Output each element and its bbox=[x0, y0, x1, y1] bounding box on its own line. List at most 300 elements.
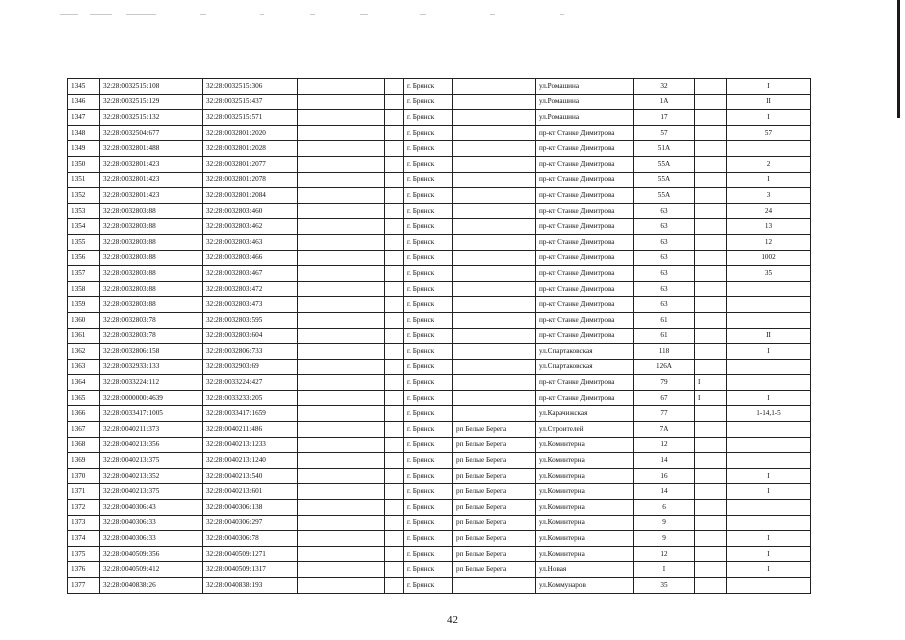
table-cell: г. Брянск bbox=[404, 359, 453, 375]
table-cell: 55А bbox=[634, 188, 695, 204]
table-cell: г. Брянск bbox=[404, 531, 453, 547]
table-cell: 1364 bbox=[68, 375, 100, 391]
table-cell: 32:28:0040838:26 bbox=[100, 578, 203, 594]
table-cell: 35 bbox=[727, 266, 811, 282]
table-cell: 1376 bbox=[68, 562, 100, 578]
table-cell bbox=[385, 79, 404, 95]
table-cell: 1348 bbox=[68, 125, 100, 141]
table-cell bbox=[695, 515, 727, 531]
table-cell: 32:28:0032933:133 bbox=[100, 359, 203, 375]
table-cell: 32:28:0032803:604 bbox=[203, 328, 298, 344]
table-cell: 1363 bbox=[68, 359, 100, 375]
table-cell bbox=[298, 406, 385, 422]
table-cell: 32:28:0040213:601 bbox=[203, 484, 298, 500]
table-cell: 32:28:0040509:1271 bbox=[203, 546, 298, 562]
table-cell bbox=[298, 375, 385, 391]
table-cell: г. Брянск bbox=[404, 141, 453, 157]
table-cell bbox=[453, 94, 536, 110]
table-cell: I bbox=[727, 531, 811, 547]
table-cell: ул.Коминтерна bbox=[536, 515, 634, 531]
table-cell: I bbox=[727, 172, 811, 188]
table-cell bbox=[385, 484, 404, 500]
table-cell: 1351 bbox=[68, 172, 100, 188]
table-cell: пр-кт Станке Димитрова bbox=[536, 328, 634, 344]
table-cell bbox=[298, 578, 385, 594]
table-cell: г. Брянск bbox=[404, 453, 453, 469]
table-cell: г. Брянск bbox=[404, 79, 453, 95]
table-cell: 32:28:0032806:158 bbox=[100, 344, 203, 360]
table-cell: г. Брянск bbox=[404, 94, 453, 110]
table-cell bbox=[385, 188, 404, 204]
table-cell bbox=[298, 219, 385, 235]
table-cell bbox=[385, 172, 404, 188]
table-cell: 32:28:0032801:2078 bbox=[203, 172, 298, 188]
table-cell bbox=[298, 468, 385, 484]
table-cell: рп Белые Берега bbox=[453, 453, 536, 469]
table-cell bbox=[385, 578, 404, 594]
table-cell: II bbox=[727, 328, 811, 344]
table-cell bbox=[385, 344, 404, 360]
table-cell: 14 bbox=[634, 484, 695, 500]
table-cell: г. Брянск bbox=[404, 172, 453, 188]
table-cell bbox=[298, 79, 385, 95]
table-cell: 2 bbox=[727, 156, 811, 172]
table-cell bbox=[298, 437, 385, 453]
table-cell: 61 bbox=[634, 328, 695, 344]
table-cell: 32:28:0032803:462 bbox=[203, 219, 298, 235]
table-cell bbox=[453, 141, 536, 157]
table-cell: рп Белые Берега bbox=[453, 422, 536, 438]
table-cell bbox=[385, 141, 404, 157]
table-cell bbox=[298, 344, 385, 360]
table-cell: I bbox=[634, 562, 695, 578]
table-cell: 1352 bbox=[68, 188, 100, 204]
table-cell bbox=[727, 500, 811, 516]
table-row bbox=[68, 250, 811, 266]
table-cell: г. Брянск bbox=[404, 422, 453, 438]
table-cell bbox=[385, 453, 404, 469]
table-cell bbox=[298, 94, 385, 110]
table-cell bbox=[727, 312, 811, 328]
registry-table bbox=[67, 78, 811, 594]
table-cell bbox=[695, 406, 727, 422]
table-cell bbox=[695, 344, 727, 360]
table-cell: 32:28:0040509:356 bbox=[100, 546, 203, 562]
table-cell bbox=[727, 281, 811, 297]
table-cell bbox=[727, 453, 811, 469]
table-cell bbox=[453, 328, 536, 344]
table-cell bbox=[298, 546, 385, 562]
table-cell bbox=[695, 79, 727, 95]
table-cell: г. Брянск bbox=[404, 188, 453, 204]
table-cell: 32:28:0040306:33 bbox=[100, 515, 203, 531]
table-cell: 63 bbox=[634, 234, 695, 250]
table-cell: 1345 bbox=[68, 79, 100, 95]
table-cell: г. Брянск bbox=[404, 344, 453, 360]
table-cell bbox=[298, 390, 385, 406]
table-cell: 17 bbox=[634, 110, 695, 126]
table-cell: 32:28:0040306:33 bbox=[100, 531, 203, 547]
table-cell: рп Белые Берега bbox=[453, 531, 536, 547]
table-cell: 1362 bbox=[68, 344, 100, 360]
table-cell: 14 bbox=[634, 453, 695, 469]
table-cell: 63 bbox=[634, 250, 695, 266]
table-cell bbox=[385, 297, 404, 313]
table-cell: 32:28:0032803:88 bbox=[100, 219, 203, 235]
table-cell bbox=[298, 156, 385, 172]
table-cell: г. Брянск bbox=[404, 203, 453, 219]
table-cell bbox=[695, 250, 727, 266]
table-cell: г. Брянск bbox=[404, 375, 453, 391]
table-cell: г. Брянск bbox=[404, 110, 453, 126]
table-cell bbox=[298, 422, 385, 438]
table-cell bbox=[453, 125, 536, 141]
table-cell: 32:28:0032515:437 bbox=[203, 94, 298, 110]
table-cell bbox=[298, 172, 385, 188]
table-cell bbox=[385, 562, 404, 578]
table-row bbox=[68, 281, 811, 297]
table-cell: 32:28:0032803:88 bbox=[100, 250, 203, 266]
table-cell bbox=[727, 437, 811, 453]
table-cell: пр-кт Станке Димитрова bbox=[536, 141, 634, 157]
table-cell: 1346 bbox=[68, 94, 100, 110]
table-cell: ул.Ромашина bbox=[536, 110, 634, 126]
table-cell: 57 bbox=[727, 125, 811, 141]
table-cell: 35 bbox=[634, 578, 695, 594]
table-cell: пр-кт Станке Димитрова bbox=[536, 219, 634, 235]
table-cell bbox=[453, 234, 536, 250]
table-cell bbox=[385, 500, 404, 516]
table-cell: 1366 bbox=[68, 406, 100, 422]
table-cell: ул.Новая bbox=[536, 562, 634, 578]
table-cell bbox=[453, 390, 536, 406]
table-row bbox=[68, 344, 811, 360]
table-cell: рп Белые Берега bbox=[453, 515, 536, 531]
table-cell: 32:28:0033233:205 bbox=[203, 390, 298, 406]
table-cell: I bbox=[727, 468, 811, 484]
table-cell bbox=[695, 422, 727, 438]
table-cell bbox=[298, 500, 385, 516]
table-cell: 1355 bbox=[68, 234, 100, 250]
table-cell: I bbox=[727, 390, 811, 406]
table-cell: 32:28:0040509:412 bbox=[100, 562, 203, 578]
table-cell bbox=[695, 125, 727, 141]
table-cell: 12 bbox=[634, 546, 695, 562]
table-cell: ул.Ромашина bbox=[536, 79, 634, 95]
table-row bbox=[68, 234, 811, 250]
table-cell: пр-кт Станке Димитрова bbox=[536, 281, 634, 297]
table-cell: 32:28:0033224:112 bbox=[100, 375, 203, 391]
table-row bbox=[68, 468, 811, 484]
table-cell: ул.Карачижская bbox=[536, 406, 634, 422]
table-cell: I bbox=[695, 375, 727, 391]
table-cell: 32:28:0040211:373 bbox=[100, 422, 203, 438]
table-row bbox=[68, 484, 811, 500]
table-cell: I bbox=[727, 562, 811, 578]
table-cell: 32:28:0032803:460 bbox=[203, 203, 298, 219]
table-cell bbox=[385, 422, 404, 438]
table-cell: 79 bbox=[634, 375, 695, 391]
table-cell: г. Брянск bbox=[404, 266, 453, 282]
table-cell bbox=[385, 515, 404, 531]
table-cell bbox=[453, 250, 536, 266]
table-cell: пр-кт Станке Димитрова bbox=[536, 172, 634, 188]
table-cell: 1370 bbox=[68, 468, 100, 484]
table-cell bbox=[695, 562, 727, 578]
table-cell: 1368 bbox=[68, 437, 100, 453]
table-cell: г. Брянск bbox=[404, 578, 453, 594]
table-cell: 1361 bbox=[68, 328, 100, 344]
table-cell: 1365 bbox=[68, 390, 100, 406]
table-cell: 32:28:0040213:375 bbox=[100, 484, 203, 500]
table-cell bbox=[695, 500, 727, 516]
table-cell: 32:28:0040509:1317 bbox=[203, 562, 298, 578]
scan-edge-rule bbox=[897, 0, 900, 118]
table-cell bbox=[298, 484, 385, 500]
table-cell bbox=[695, 312, 727, 328]
table-cell bbox=[453, 578, 536, 594]
table-cell: 1349 bbox=[68, 141, 100, 157]
table-cell: пр-кт Станке Димитрова bbox=[536, 125, 634, 141]
table-cell: г. Брянск bbox=[404, 281, 453, 297]
table-cell: рп Белые Берега bbox=[453, 468, 536, 484]
table-cell: 1347 bbox=[68, 110, 100, 126]
table-cell bbox=[453, 297, 536, 313]
table-cell bbox=[727, 578, 811, 594]
table-cell: г. Брянск bbox=[404, 219, 453, 235]
table-cell bbox=[453, 79, 536, 95]
table-cell: 32:28:0032803:463 bbox=[203, 234, 298, 250]
table-cell: 32:28:0032803:472 bbox=[203, 281, 298, 297]
table-cell: 1А bbox=[634, 94, 695, 110]
table-cell bbox=[385, 531, 404, 547]
table-row bbox=[68, 297, 811, 313]
table-cell: пр-кт Станке Димитрова bbox=[536, 156, 634, 172]
table-cell bbox=[695, 546, 727, 562]
table-cell bbox=[453, 281, 536, 297]
table-row bbox=[68, 359, 811, 375]
table-cell: пр-кт Станке Димитрова bbox=[536, 297, 634, 313]
table-cell: ул.Коминтерна bbox=[536, 437, 634, 453]
table-cell: ул.Ромашина bbox=[536, 94, 634, 110]
table-cell: 51А bbox=[634, 141, 695, 157]
table-row bbox=[68, 203, 811, 219]
table-cell bbox=[695, 578, 727, 594]
table-cell bbox=[727, 375, 811, 391]
table-cell bbox=[727, 515, 811, 531]
table-cell bbox=[695, 437, 727, 453]
table-cell: 32:28:0040306:78 bbox=[203, 531, 298, 547]
table-cell: 32:28:0032801:423 bbox=[100, 156, 203, 172]
table-cell: 12 bbox=[727, 234, 811, 250]
table-cell bbox=[727, 359, 811, 375]
table-cell: ул.Коммунаров bbox=[536, 578, 634, 594]
table-cell bbox=[385, 203, 404, 219]
table-cell bbox=[453, 344, 536, 360]
table-cell: 32:28:0032803:466 bbox=[203, 250, 298, 266]
table-row bbox=[68, 515, 811, 531]
table-row bbox=[68, 406, 811, 422]
table-row bbox=[68, 219, 811, 235]
table-cell bbox=[298, 281, 385, 297]
table-cell bbox=[727, 422, 811, 438]
table-cell: пр-кт Станке Димитрова bbox=[536, 312, 634, 328]
table-cell: г. Брянск bbox=[404, 437, 453, 453]
table-row bbox=[68, 328, 811, 344]
table-cell: 32:28:0040213:356 bbox=[100, 437, 203, 453]
table-cell: 32:28:0032515:306 bbox=[203, 79, 298, 95]
table-cell: 3 bbox=[727, 188, 811, 204]
table-cell: г. Брянск bbox=[404, 515, 453, 531]
table-cell bbox=[385, 125, 404, 141]
registry-table-body bbox=[68, 79, 811, 594]
table-row bbox=[68, 437, 811, 453]
table-cell: пр-кт Станке Димитрова bbox=[536, 266, 634, 282]
table-cell bbox=[298, 453, 385, 469]
table-cell: г. Брянск bbox=[404, 328, 453, 344]
table-cell: I bbox=[727, 484, 811, 500]
table-cell: 32:28:0032515:129 bbox=[100, 94, 203, 110]
table-cell: 32:28:0040213:540 bbox=[203, 468, 298, 484]
table-cell bbox=[385, 250, 404, 266]
table-cell: ул.Коминтерна bbox=[536, 531, 634, 547]
table-cell: 32:28:0032803:467 bbox=[203, 266, 298, 282]
table-cell: 1373 bbox=[68, 515, 100, 531]
table-row bbox=[68, 79, 811, 95]
table-cell: 1354 bbox=[68, 219, 100, 235]
table-cell bbox=[453, 375, 536, 391]
table-cell bbox=[695, 94, 727, 110]
table-row bbox=[68, 156, 811, 172]
table-cell bbox=[298, 110, 385, 126]
table-row bbox=[68, 125, 811, 141]
table-cell bbox=[298, 531, 385, 547]
table-cell: пр-кт Станке Димитрова bbox=[536, 188, 634, 204]
table-cell: 32:28:0032801:488 bbox=[100, 141, 203, 157]
table-cell: 63 bbox=[634, 297, 695, 313]
table-cell: 1357 bbox=[68, 266, 100, 282]
table-cell: г. Брянск bbox=[404, 484, 453, 500]
table-cell: 9 bbox=[634, 531, 695, 547]
table-cell: г. Брянск bbox=[404, 562, 453, 578]
table-cell bbox=[385, 375, 404, 391]
table-cell: 1367 bbox=[68, 422, 100, 438]
table-cell: 1375 bbox=[68, 546, 100, 562]
table-cell: рп Белые Берега bbox=[453, 484, 536, 500]
table-cell bbox=[385, 94, 404, 110]
table-cell: 32:28:0032801:423 bbox=[100, 172, 203, 188]
table-cell: 32:28:0032803:595 bbox=[203, 312, 298, 328]
table-cell bbox=[453, 266, 536, 282]
table-cell: ул.Спартаковская bbox=[536, 359, 634, 375]
table-cell: 32:28:0000000:4639 bbox=[100, 390, 203, 406]
table-cell: 67 bbox=[634, 390, 695, 406]
table-cell: 32:28:0040306:43 bbox=[100, 500, 203, 516]
table-cell bbox=[385, 281, 404, 297]
table-cell bbox=[298, 203, 385, 219]
table-cell bbox=[695, 266, 727, 282]
table-cell: 32:28:0032803:88 bbox=[100, 266, 203, 282]
table-cell: 1369 bbox=[68, 453, 100, 469]
table-cell: 1002 bbox=[727, 250, 811, 266]
table-cell bbox=[385, 156, 404, 172]
table-cell bbox=[298, 297, 385, 313]
table-cell bbox=[298, 359, 385, 375]
table-cell bbox=[453, 172, 536, 188]
table-row bbox=[68, 562, 811, 578]
table-cell bbox=[695, 531, 727, 547]
table-cell: пр-кт Станке Димитрова bbox=[536, 390, 634, 406]
table-cell: 32:28:0032803:88 bbox=[100, 297, 203, 313]
table-cell: ул.Коминтерна bbox=[536, 500, 634, 516]
table-cell: 32:28:0032803:88 bbox=[100, 234, 203, 250]
table-cell: 1350 bbox=[68, 156, 100, 172]
table-cell: 32:28:0032806:733 bbox=[203, 344, 298, 360]
table-cell: 32:28:0033417:1005 bbox=[100, 406, 203, 422]
table-cell: ул.Спартаковская bbox=[536, 344, 634, 360]
table-cell bbox=[385, 390, 404, 406]
table-cell: I bbox=[727, 546, 811, 562]
table-cell: г. Брянск bbox=[404, 468, 453, 484]
table-cell: 32:28:0032515:108 bbox=[100, 79, 203, 95]
table-cell bbox=[385, 437, 404, 453]
table-cell bbox=[453, 110, 536, 126]
table-cell: I bbox=[695, 390, 727, 406]
table-cell: пр-кт Станке Димитрова bbox=[536, 203, 634, 219]
table-cell bbox=[695, 468, 727, 484]
table-cell bbox=[727, 141, 811, 157]
table-cell bbox=[695, 297, 727, 313]
table-row bbox=[68, 546, 811, 562]
table-cell: 32:28:0032803:78 bbox=[100, 312, 203, 328]
scan-artifact-marks bbox=[60, 14, 620, 24]
table-cell: 32:28:0032803:473 bbox=[203, 297, 298, 313]
table-row bbox=[68, 172, 811, 188]
table-cell bbox=[695, 172, 727, 188]
table-cell: 12 bbox=[634, 437, 695, 453]
table-cell: 1353 bbox=[68, 203, 100, 219]
table-row bbox=[68, 141, 811, 157]
table-cell: 32:28:0032504:677 bbox=[100, 125, 203, 141]
table-cell: пр-кт Станке Димитрова bbox=[536, 234, 634, 250]
table-row bbox=[68, 531, 811, 547]
table-cell: 63 bbox=[634, 266, 695, 282]
table-cell: 32:28:0040838:193 bbox=[203, 578, 298, 594]
table-row bbox=[68, 578, 811, 594]
table-cell: 32:28:0032903:69 bbox=[203, 359, 298, 375]
table-cell: 55А bbox=[634, 156, 695, 172]
table-cell bbox=[298, 141, 385, 157]
table-cell: 1-14,1-5 bbox=[727, 406, 811, 422]
table-cell: 32:28:0040213:352 bbox=[100, 468, 203, 484]
table-cell bbox=[453, 188, 536, 204]
table-row bbox=[68, 110, 811, 126]
table-cell: г. Брянск bbox=[404, 500, 453, 516]
table-row bbox=[68, 312, 811, 328]
table-cell: 32:28:0032803:88 bbox=[100, 281, 203, 297]
table-cell bbox=[453, 312, 536, 328]
table-cell: г. Брянск bbox=[404, 406, 453, 422]
table-cell bbox=[298, 562, 385, 578]
table-cell: 1360 bbox=[68, 312, 100, 328]
table-cell: пр-кт Станке Димитрова bbox=[536, 250, 634, 266]
table-cell: рп Белые Берега bbox=[453, 562, 536, 578]
table-row bbox=[68, 390, 811, 406]
table-cell: 63 bbox=[634, 203, 695, 219]
table-cell bbox=[695, 328, 727, 344]
table-cell bbox=[695, 203, 727, 219]
table-cell: 55А bbox=[634, 172, 695, 188]
